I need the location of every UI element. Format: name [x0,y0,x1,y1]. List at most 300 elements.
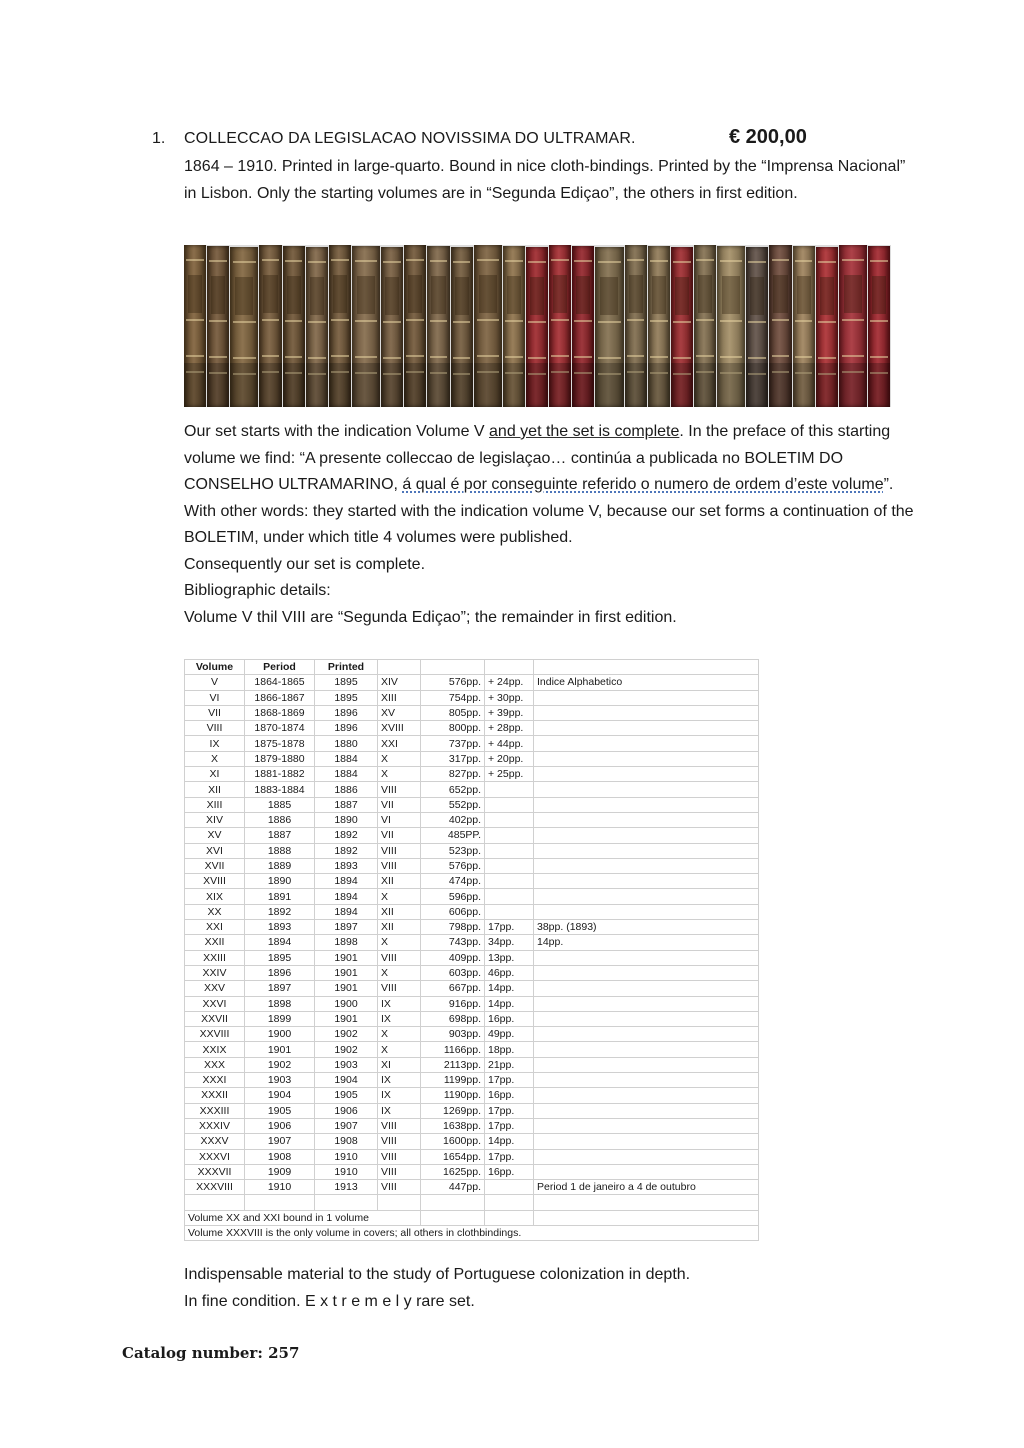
book-spine [427,246,449,407]
table-row [185,996,759,1011]
body-quote-text: á qual é por conseguinte referido o numero de ordem d’este volume [402,476,884,493]
book-spine [503,246,525,407]
table-cell: 1893 [245,920,315,935]
spine-label [797,276,811,314]
spine-band [331,355,349,357]
book-spine [352,246,380,407]
table-cell: 698pp. [421,1011,485,1026]
table-cell: 805pp. [421,705,485,720]
table-cell [534,1073,759,1088]
table-cell [485,858,534,873]
spine-band [551,319,569,321]
table-cell: 16pp. [485,1164,534,1179]
table-cell [485,828,534,843]
spine-foot [572,363,594,407]
table-cell: 1895 [315,675,378,690]
table-row [185,1103,759,1118]
table-row [185,751,759,766]
table-cell: XXXII [185,1088,245,1103]
table-cell: + 24pp. [485,675,534,690]
table-cell: 576pp. [421,858,485,873]
table-cell: XXXVI [185,1149,245,1164]
table-cell: 1901 [315,965,378,980]
spine-band [285,260,303,262]
spine-band [209,320,227,322]
table-cell: + 25pp. [485,767,534,782]
table-cell: 1906 [315,1103,378,1118]
table-cell: 1875-1878 [245,736,315,751]
table-cell: 743pp. [421,935,485,950]
table-cell: 1864-1865 [245,675,315,690]
table-cell: 1897 [315,920,378,935]
book-spine [648,246,670,407]
spine-foot [283,363,305,407]
table-cell: 474pp. [421,874,485,889]
table-cell: 1907 [315,1118,378,1133]
table-row [185,721,759,736]
table-cell: 1654pp. [421,1149,485,1164]
spine-label [385,277,399,315]
table-row [185,1164,759,1179]
table-row [185,950,759,965]
spine-band [598,261,621,263]
spine-band [720,260,743,262]
table-cell [534,721,759,736]
spine-band [262,319,280,321]
table-cell: 596pp. [421,889,485,904]
table-cell: 14pp. [485,981,534,996]
spine-band [528,321,546,323]
table-cell [485,904,534,919]
table-cell: 827pp. [421,767,485,782]
spine-label [357,276,375,314]
spine-band [627,355,645,357]
book-spine [549,245,571,407]
spine-band [818,321,836,323]
spine-band [795,320,813,322]
spine-foot [230,363,258,407]
spine-label [507,276,521,314]
table-cell [534,1027,759,1042]
table-cell: 800pp. [421,721,485,736]
spine-foot [671,363,693,407]
table-cell: IX [378,1103,421,1118]
table-cell: 1269pp. [421,1103,485,1118]
table-cell: XXXVII [185,1164,245,1179]
table-cell: 667pp. [421,981,485,996]
spine-band [650,320,668,322]
table-cell: IX [378,1088,421,1103]
table-cell: 46pp. [485,965,534,980]
spine-foot [474,363,502,407]
spine-band [505,320,523,322]
table-cell: IX [378,996,421,1011]
table-cell [534,965,759,980]
table-cell: 1903 [315,1057,378,1072]
spine-foot [816,363,838,407]
table-footnote-row [185,1210,759,1225]
body-text: Volume V thil VIII are “Segunda Ediçao”; the remainder in first edition. [184,608,677,626]
table-cell: 1899 [245,1011,315,1026]
table-cell [534,874,759,889]
table-cell: XXXIV [185,1118,245,1133]
table-cell: 1913 [315,1180,378,1195]
table-cell [534,889,759,904]
spine-band [696,319,714,321]
spine-band [870,260,888,262]
item-title: COLLECCAO DA LEGISLACAO NOVISSIMA DO ULTRAMAR. [184,130,636,147]
spine-foot [793,363,815,407]
spine-label [530,277,544,315]
table-row [185,1073,759,1088]
spine-band [627,259,645,261]
table-cell: 737pp. [421,736,485,751]
table-cell: 1894 [315,904,378,919]
table-row [185,965,759,980]
table-cell: 1199pp. [421,1073,485,1088]
table-cell: VIII [378,1149,421,1164]
table-cell: XXVII [185,1011,245,1026]
books-photo [184,245,891,407]
table-cell: VI [185,690,245,705]
spine-label [333,275,347,313]
table-cell: IX [185,736,245,751]
book-spine [283,246,305,407]
table-cell: 652pp. [421,782,485,797]
table-cell: IX [378,1073,421,1088]
table-cell: 1890 [245,874,315,889]
spine-band [233,357,256,359]
table-cell: XX [185,904,245,919]
table-cell: 798pp. [421,920,485,935]
table-cell: 1896 [315,721,378,736]
spine-band [673,261,691,263]
spine-foot [329,363,351,407]
spine-label [235,277,253,315]
spine-band [842,319,865,321]
table-cell [485,1180,534,1195]
body-text: . In the preface of this starting volume we find: “A presente colleccao de legislaçao… continúa a publicada no BOLETIM DO CONSELHO ULTRAMARINO, [184,423,891,493]
spine-band [331,259,349,261]
table-row [185,690,759,705]
table-row [185,843,759,858]
table-cell: XXI [378,736,421,751]
table-cell: 1900 [245,1027,315,1042]
spine-band [598,357,621,359]
spine-label [652,276,666,314]
body-text: Our set starts with the indication Volume V [184,423,490,440]
spine-label [263,275,277,313]
spine-band [720,356,743,358]
table-cell [534,1057,759,1072]
book-spine [381,247,403,407]
table-cell: X [378,1027,421,1042]
spine-foot [207,363,229,407]
spine-band [772,319,790,321]
table-cell: 1903 [245,1073,315,1088]
table-row [185,767,759,782]
table-cell: VIII [378,1118,421,1133]
table-cell: XXXV [185,1134,245,1149]
spine-label [211,276,225,314]
spine-foot [717,363,745,407]
table-empty-row [185,1195,759,1210]
spine-label [844,275,862,313]
spine-label [675,277,689,315]
spine-label [479,275,497,313]
table-cell [534,1134,759,1149]
book-spine [816,247,838,407]
table-row [185,705,759,720]
table-cell [534,828,759,843]
table-header-cell [421,660,485,675]
table-cell [534,797,759,812]
table-footnote: Volume XXXVIII is the only volume in covers; all others in clothbindings. [185,1225,759,1240]
table-cell: 1910 [315,1164,378,1179]
spine-foot [427,363,449,407]
table-row [185,1027,759,1042]
table-cell: 1902 [315,1042,378,1057]
table-cell: 17pp. [485,1118,534,1133]
table-cell: 1887 [315,797,378,812]
spine-band [308,357,326,359]
table-cell: XXX [185,1057,245,1072]
spine-band [574,356,592,358]
spine-band [355,356,378,358]
book-spine [839,245,867,407]
table-cell: 1910 [245,1180,315,1195]
spine-band [209,260,227,262]
spine-band [285,356,303,358]
table-cell: 17pp. [485,1103,534,1118]
spine-band [696,259,714,261]
spine-label [310,277,324,315]
body-text: Bibliographic details: [184,582,331,599]
table-cell: VII [185,705,245,720]
table-row [185,904,759,919]
item-price: € 200,00 [729,126,807,148]
book-spine [526,247,548,407]
spine-band [383,261,401,263]
table-header-cell [378,660,421,675]
spine-band [795,260,813,262]
spine-label [750,277,764,315]
closing-paragraph [184,1262,914,1315]
table-cell: VIII [378,1180,421,1195]
spine-foot [549,363,571,407]
table-row [185,1134,759,1149]
spine-band [406,319,424,321]
table-cell: 14pp. [534,935,759,950]
table-cell: 1897 [245,981,315,996]
table-header-cell [534,660,759,675]
spine-band [383,357,401,359]
table-cell: 1891 [245,889,315,904]
table-cell [534,950,759,965]
spine-label [698,275,712,313]
table-cell: 2113pp. [421,1057,485,1072]
table-cell: XXIX [185,1042,245,1057]
table-cell: 1870-1874 [245,721,315,736]
table-row [185,812,759,827]
spine-band [430,356,448,358]
table-cell: XV [185,828,245,843]
item-number: 1. [152,130,166,147]
table-cell: 1879-1880 [245,751,315,766]
table-cell [534,858,759,873]
table-cell [534,843,759,858]
table-cell: VII [378,797,421,812]
table-cell: Period 1 de janeiro a 4 de outubro [534,1180,759,1195]
table-row [185,920,759,935]
table-cell: 1866-1867 [245,690,315,705]
table-cell [485,874,534,889]
spine-foot [352,363,380,407]
table-cell: 1898 [315,935,378,950]
table-cell: 916pp. [421,996,485,1011]
spine-label [820,277,834,315]
spine-foot [694,363,716,407]
spine-band [308,261,326,263]
table-cell: V [185,675,245,690]
table-cell: 1638pp. [421,1118,485,1133]
book-spine [595,247,623,407]
table-row [185,828,759,843]
book-spine [717,246,745,407]
table-cell [534,1118,759,1133]
spine-band [720,320,743,322]
spine-band [285,320,303,322]
table-cell: 13pp. [485,950,534,965]
table-cell: XI [185,767,245,782]
spine-band [383,321,401,323]
table-row [185,889,759,904]
table-cell: 1889 [245,858,315,873]
spine-foot [746,363,768,407]
spine-foot [868,363,890,407]
table-cell: 1892 [315,828,378,843]
spine-label [431,276,445,314]
table-cell: 1902 [315,1027,378,1042]
spine-foot [769,363,791,407]
table-cell: VIII [185,721,245,736]
book-spine [404,245,426,407]
table-cell: 1901 [315,1011,378,1026]
spine-foot [259,363,281,407]
spine-label [553,275,567,313]
spine-label [773,275,787,313]
table-cell: VIII [378,1164,421,1179]
table-cell: 402pp. [421,812,485,827]
table-header-row [185,660,759,675]
book-spine [207,246,229,407]
table-row [185,981,759,996]
table-cell [485,889,534,904]
table-cell: 1886 [245,812,315,827]
spine-foot [595,363,623,407]
spine-band [233,321,256,323]
table-cell: 1896 [245,965,315,980]
book-spine [746,247,768,407]
table-cell: 1894 [315,874,378,889]
spine-band [696,355,714,357]
table-row [185,874,759,889]
table-cell: 1901 [315,950,378,965]
spine-band [650,260,668,262]
item-description: 1864 – 1910. Printed in large-quarto. Bound in nice cloth-bindings. Printed by the “Imprensa Nacional” in Lisbon. Only the starting volumes are in “Segunda Ediçao”, the others in first edition. [184,158,906,202]
spine-band [355,260,378,262]
book-spine [769,245,791,407]
table-cell [534,767,759,782]
table-cell: 1890 [315,812,378,827]
table-cell: + 30pp. [485,690,534,705]
table-cell [534,736,759,751]
table-cell: VIII [378,981,421,996]
table-cell: + 20pp. [485,751,534,766]
table-cell [534,904,759,919]
table-cell: Indice Alphabetico [534,675,759,690]
table-cell [485,812,534,827]
table-cell: 1900 [315,996,378,1011]
table-cell: XXI [185,920,245,935]
book-spine [474,245,502,407]
spine-band [772,355,790,357]
table-cell: VIII [378,782,421,797]
table-cell: 447pp. [421,1180,485,1195]
table-header-cell [485,660,534,675]
table-cell: VIII [378,843,421,858]
spine-foot [404,363,426,407]
table-cell [485,782,534,797]
book-spine [329,245,351,407]
spine-label [576,276,590,314]
table-cell: X [378,965,421,980]
table-cell: 1910 [315,1149,378,1164]
table-cell: 1190pp. [421,1088,485,1103]
table-footnote-row [185,1225,759,1240]
spine-band [453,261,471,263]
table-cell: XVIII [185,874,245,889]
table-cell: 1883-1884 [245,782,315,797]
book-spine [694,245,716,407]
table-cell: XXVIII [185,1027,245,1042]
table-cell: XXXI [185,1073,245,1088]
table-cell: 1908 [245,1149,315,1164]
table-header-cell: Volume [185,660,245,675]
table-cell [534,690,759,705]
table-cell [534,1103,759,1118]
spine-band [505,260,523,262]
table-cell [534,1088,759,1103]
table-cell: 21pp. [485,1057,534,1072]
spine-band [453,321,471,323]
table-cell: 1884 [315,767,378,782]
book-spine [230,247,258,407]
spine-band [477,319,500,321]
spine-band [453,357,471,359]
table-cell: 1895 [245,950,315,965]
table-cell [534,1149,759,1164]
table-row [185,1042,759,1057]
table-cell: 754pp. [421,690,485,705]
spine-band [870,356,888,358]
spine-band [551,355,569,357]
spine-band [748,357,766,359]
table-cell [485,797,534,812]
spine-label [455,277,469,315]
spine-band [748,321,766,323]
table-cell: 1904 [245,1088,315,1103]
